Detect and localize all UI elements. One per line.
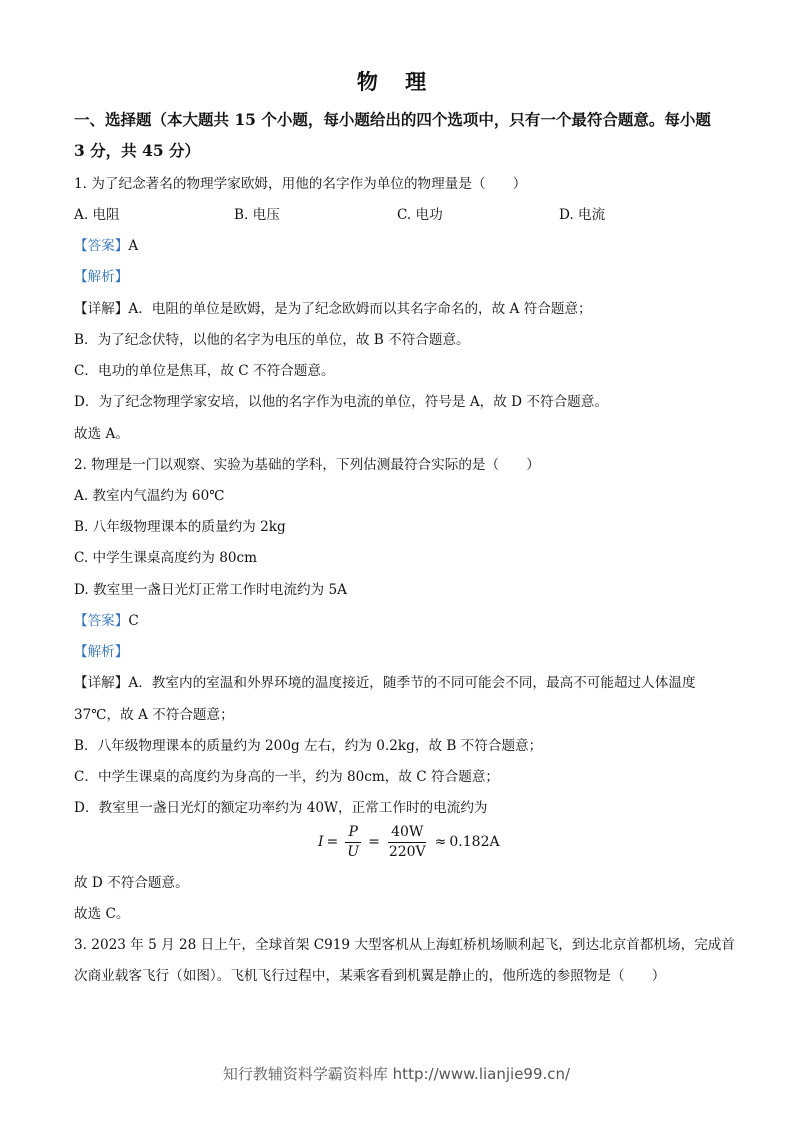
q1-option-b: B. 电压 <box>234 207 280 223</box>
q3-stem-line1: 3. 2023 年 5 月 28 日上午，全球首架 C919 大型客机从上海虹桥机场顺利起飞，到达北京首都机场，完成首 <box>74 937 735 953</box>
q1-conclusion: 故选 A。 <box>74 426 129 442</box>
q2-conclusion: 故选 C。 <box>74 906 130 922</box>
q1-detail-c: C．电功的单位是焦耳，故 C 不符合题意。 <box>74 363 335 379</box>
formula-fraction-p-over-u: $\frac{P}{U}$ <box>347 823 360 860</box>
answer-value: C <box>128 613 139 629</box>
q1-option-d: D. 电流 <box>559 207 606 223</box>
q2-detail-d-end: 故 D 不符合题意。 <box>74 875 189 891</box>
q1-answer <box>74 234 138 254</box>
q2-option-d: D. 教室里一盏日光灯正常工作时电流约为 5A <box>74 582 347 598</box>
q1-stem: 1. 为了纪念著名的物理学家欧姆，用他的名字作为单位的物理量是（ ） <box>74 176 527 192</box>
q2-detail-a-cont: 37℃，故 A 不符合题意； <box>74 707 234 723</box>
formula-equals: = <box>326 834 339 850</box>
section-heading-cont: 3 分，共 45 分） <box>74 141 201 160</box>
answer-value: A <box>128 238 139 254</box>
q1-option-c: C. 电功 <box>397 207 443 223</box>
formula-result: 0.182A <box>449 834 500 850</box>
current-formula <box>318 820 500 864</box>
footer-watermark: 知行教辅资料学霸资料库 http://www.lianjie99.cn/ <box>222 1065 571 1083</box>
page-title: 物 理 <box>356 69 437 94</box>
q1-detail-a: 【详解】A．电阻的单位是欧姆，是为了纪念欧姆而以其名字命名的，故 A 符合题意； <box>74 301 592 317</box>
formula-fraction-values: $\frac{40W}{220V}$ <box>388 823 426 860</box>
detail-tag: 【详解】 <box>74 675 129 691</box>
q1-detail-d: D．为了纪念物理学家安培，以他的名字作为电流的单位，符号是 A，故 D 不符合题意。 <box>74 394 608 410</box>
q1-detail-b: B．为了纪念伏特，以他的名字为电压的单位，故 B 不符合题意。 <box>74 332 470 348</box>
answer-tag: 【答案】 <box>74 238 129 254</box>
q2-option-a: A. 教室内气温约为 60℃ <box>74 488 225 504</box>
answer-tag: 【答案】 <box>74 613 129 629</box>
q2-detail-b: B．八年级物理课本的质量约为 200g 左右，约为 0.2kg，故 B 不符合题意； <box>74 738 543 754</box>
q2-stem: 2. 物理是一门以观察、实验为基础的学科，下列估测最符合实际的是（ ） <box>74 457 540 473</box>
q2-option-c: C. 中学生课桌高度约为 80cm <box>74 550 258 566</box>
q2-analysis-tag: 【解析】 <box>74 644 129 660</box>
section-heading: 一、选择题（本大题共 15 个小题，每小题给出的四个选项中，只有一个最符合题意。每小题 <box>74 110 711 129</box>
q3-stem-line2: 次商业载客飞行（如图）。飞机飞行过程中，某乘客看到机翼是静止的，他所选的参照物是（ ） <box>74 968 666 984</box>
q2-detail-c: C．中学生课桌的高度约为身高的一半，约为 80cm，故 C 符合题意； <box>74 769 500 785</box>
q2-detail-d: D．教室里一盏日光灯的额定功率约为 40W，正常工作时的电流约为 <box>74 800 488 816</box>
q2-answer <box>74 609 139 629</box>
q1-option-a: A. 电阻 <box>74 207 120 223</box>
formula-approx: ≈ <box>434 834 447 850</box>
detail-tag: 【详解】 <box>74 301 129 317</box>
formula-equals: = <box>368 834 380 850</box>
q1-analysis-tag: 【解析】 <box>74 269 129 285</box>
formula-lhs: I <box>318 834 324 850</box>
q2-option-b: B. 八年级物理课本的质量约为 2kg <box>74 519 286 535</box>
q2-detail-a: 【详解】A．教室内的室温和外界环境的温度接近，随季节的不同可能会不同，最高不可能超过人体温度 <box>74 675 696 691</box>
